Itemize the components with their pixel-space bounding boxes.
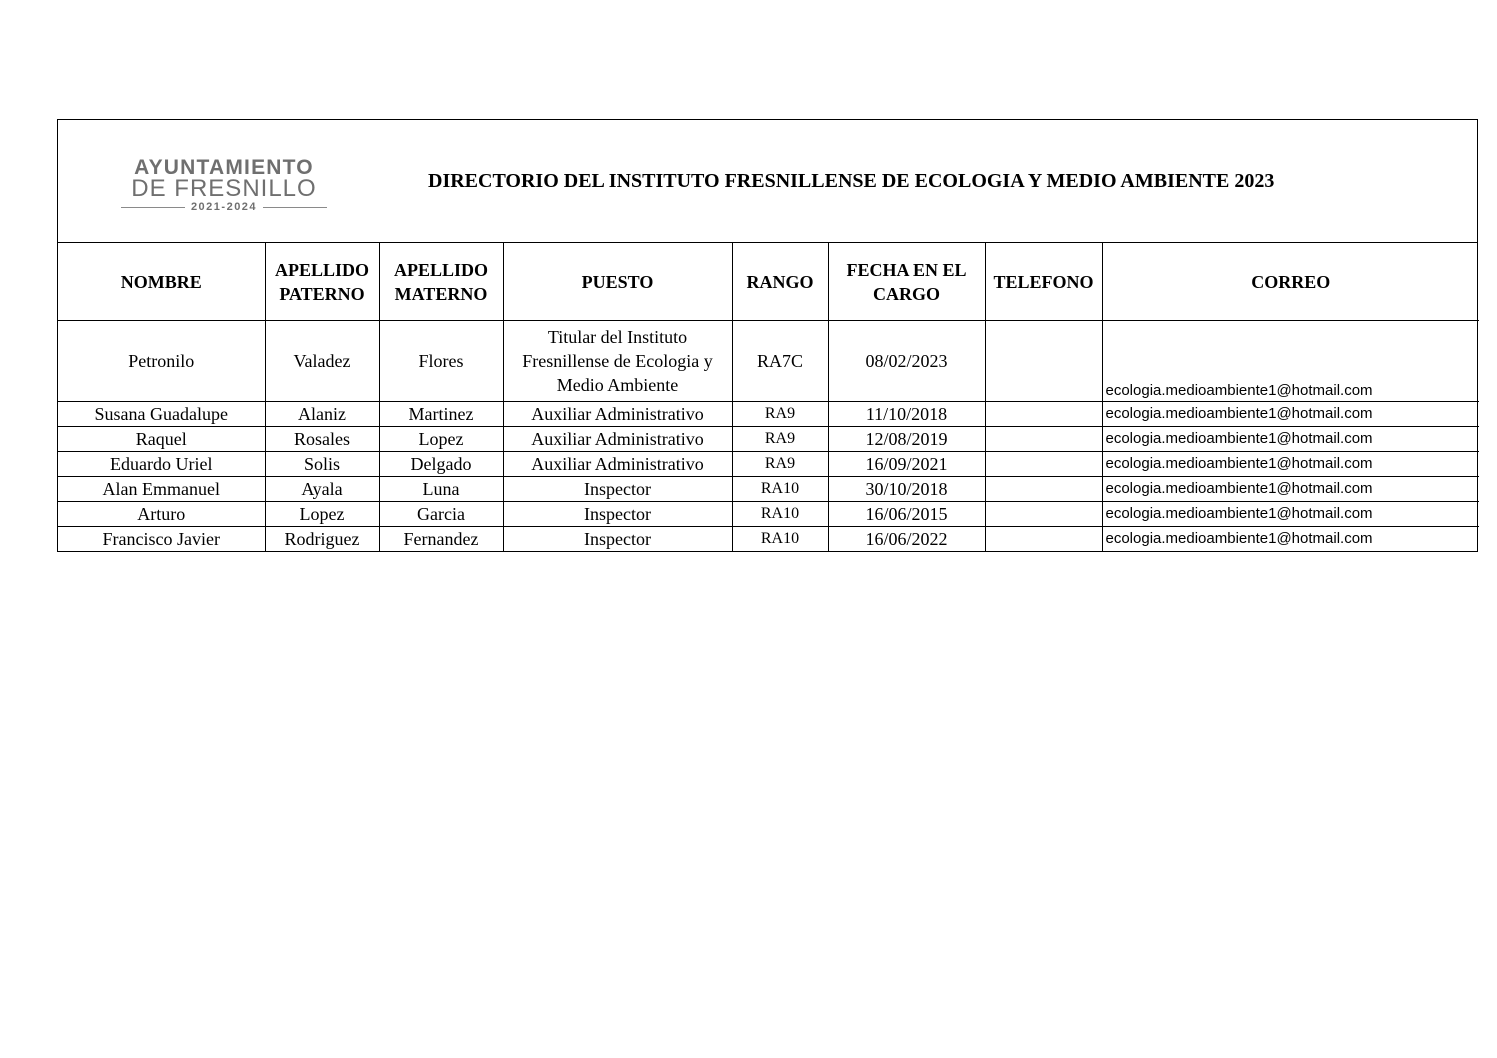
cell-correo: ecologia.medioambiente1@hotmail.com xyxy=(1102,321,1479,402)
cell-rango: RA10 xyxy=(732,502,828,527)
logo-rule-right xyxy=(263,207,327,208)
cell-correo: ecologia.medioambiente1@hotmail.com xyxy=(1102,427,1479,452)
cell-apellido-materno: Garcia xyxy=(379,502,503,527)
logo-line2: DE FRESNILLO xyxy=(131,175,317,202)
cell-apellido-materno: Lopez xyxy=(379,427,503,452)
cell-rango: RA10 xyxy=(732,477,828,502)
cell-apellido-materno: Martinez xyxy=(379,402,503,427)
cell-telefono xyxy=(985,402,1102,427)
table-row xyxy=(58,452,1479,477)
cell-apellido-paterno: Rosales xyxy=(265,427,379,452)
cell-fecha: 16/06/2022 xyxy=(828,527,985,552)
cell-correo: ecologia.medioambiente1@hotmail.com xyxy=(1102,402,1479,427)
cell-telefono xyxy=(985,427,1102,452)
cell-rango: RA9 xyxy=(732,402,828,427)
cell-apellido-paterno: Valadez xyxy=(265,321,379,402)
col-header-rango: RANGO xyxy=(732,243,828,321)
col-header-telefono: TELEFONO xyxy=(985,243,1102,321)
header-row xyxy=(58,243,1479,321)
cell-puesto: Auxiliar Administrativo xyxy=(503,402,732,427)
col-header-apellido-paterno: APELLIDO PATERNO xyxy=(265,243,379,321)
page-title: DIRECTORIO DEL INSTITUTO FRESNILLENSE DE ECOLOGIA Y MEDIO AMBIENTE 2023 xyxy=(428,170,1275,192)
cell-nombre: Arturo xyxy=(58,502,265,527)
cell-nombre: Raquel xyxy=(58,427,265,452)
cell-fecha: 11/10/2018 xyxy=(828,402,985,427)
cell-nombre: Eduardo Uriel xyxy=(58,452,265,477)
cell-apellido-paterno: Alaniz xyxy=(265,402,379,427)
cell-fecha: 16/06/2015 xyxy=(828,502,985,527)
table-row xyxy=(58,502,1479,527)
cell-telefono xyxy=(985,527,1102,552)
cell-correo: ecologia.medioambiente1@hotmail.com xyxy=(1102,502,1479,527)
cell-fecha: 30/10/2018 xyxy=(828,477,985,502)
cell-rango: RA9 xyxy=(732,427,828,452)
col-header-puesto: PUESTO xyxy=(503,243,732,321)
cell-apellido-paterno: Ayala xyxy=(265,477,379,502)
cell-puesto: Inspector xyxy=(503,527,732,552)
cell-puesto: Inspector xyxy=(503,502,732,527)
table-row xyxy=(58,477,1479,502)
directory-table xyxy=(58,243,1479,551)
cell-apellido-materno: Flores xyxy=(379,321,503,402)
col-header-correo: CORREO xyxy=(1102,243,1479,321)
cell-nombre: Francisco Javier xyxy=(58,527,265,552)
table-row xyxy=(58,402,1479,427)
cell-apellido-paterno: Solis xyxy=(265,452,379,477)
cell-telefono xyxy=(985,477,1102,502)
cell-nombre: Alan Emmanuel xyxy=(58,477,265,502)
cell-puesto: Inspector xyxy=(503,477,732,502)
cell-apellido-paterno: Lopez xyxy=(265,502,379,527)
cell-fecha: 16/09/2021 xyxy=(828,452,985,477)
cell-correo: ecologia.medioambiente1@hotmail.com xyxy=(1102,452,1479,477)
cell-fecha: 08/02/2023 xyxy=(828,321,985,402)
cell-telefono xyxy=(985,321,1102,402)
cell-apellido-materno: Fernandez xyxy=(379,527,503,552)
cell-correo: ecologia.medioambiente1@hotmail.com xyxy=(1102,477,1479,502)
logo-line1: AYUNTAMIENTO xyxy=(134,156,314,179)
cell-telefono xyxy=(985,502,1102,527)
cell-apellido-materno: Delgado xyxy=(379,452,503,477)
table-row xyxy=(58,427,1479,452)
cell-telefono xyxy=(985,452,1102,477)
col-header-nombre: NOMBRE xyxy=(58,243,265,321)
cell-nombre: Petronilo xyxy=(58,321,265,402)
cell-apellido-materno: Luna xyxy=(379,477,503,502)
cell-puesto: Auxiliar Administrativo xyxy=(503,427,732,452)
cell-rango: RA7C xyxy=(732,321,828,402)
cell-rango: RA9 xyxy=(732,452,828,477)
cell-nombre: Susana Guadalupe xyxy=(58,402,265,427)
cell-puesto: Titular del Instituto Fresnillense de Ecologia y Medio Ambiente xyxy=(503,321,732,402)
header-banner xyxy=(58,120,1477,243)
cell-puesto: Auxiliar Administrativo xyxy=(503,452,732,477)
ayuntamiento-logo xyxy=(104,156,344,213)
cell-fecha: 12/08/2019 xyxy=(828,427,985,452)
directory-sheet xyxy=(57,119,1478,552)
table-row xyxy=(58,527,1479,552)
col-header-apellido-materno: APELLIDO MATERNO xyxy=(379,243,503,321)
cell-correo: ecologia.medioambiente1@hotmail.com xyxy=(1105,530,1373,547)
table-row xyxy=(58,321,1479,402)
cell-apellido-paterno: Rodriguez xyxy=(265,527,379,552)
logo-years: 2021-2024 xyxy=(190,201,258,213)
col-header-fecha: FECHA EN EL CARGO xyxy=(828,243,985,321)
logo-years-row xyxy=(104,201,344,213)
logo-rule-left xyxy=(121,207,185,208)
cell-rango: RA10 xyxy=(732,527,828,552)
